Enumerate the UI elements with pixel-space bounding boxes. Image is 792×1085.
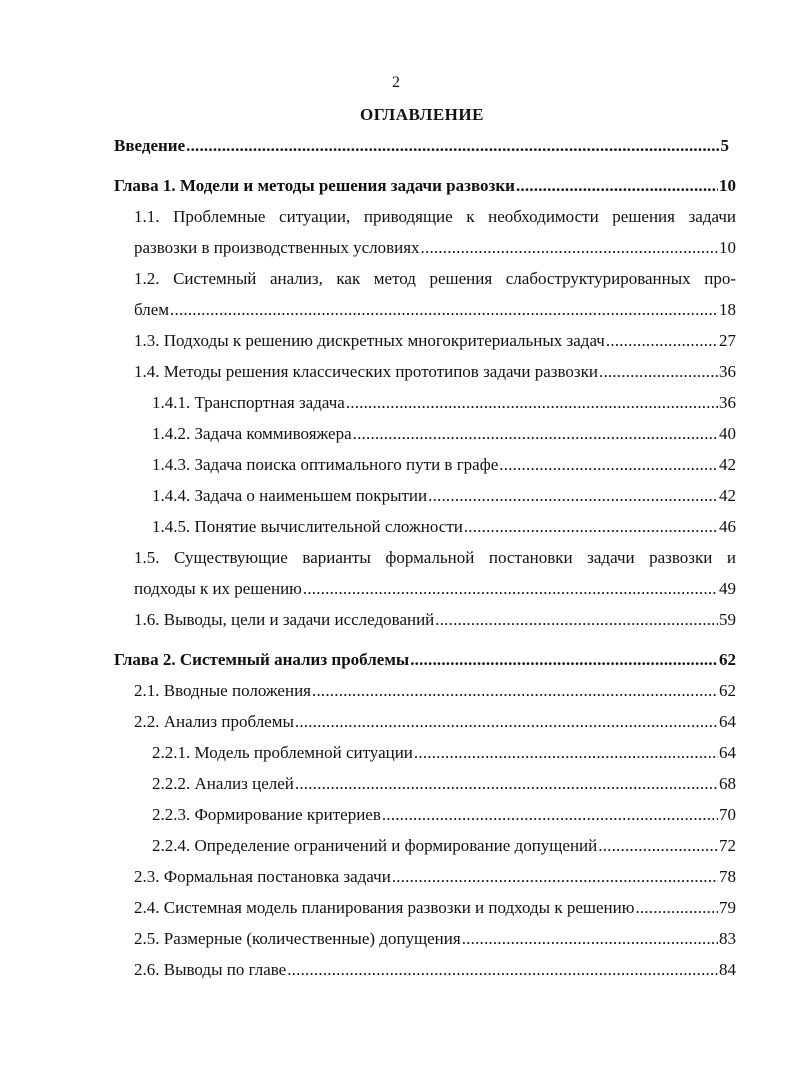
toc-page-number: 70 <box>719 805 736 824</box>
toc-entry-label: Глава 2. Системный анализ проблемы <box>114 650 410 669</box>
toc-entry-2-2-4[interactable] <box>152 835 736 857</box>
toc-entry-label: 2.4. Системная модель планирования развозки и подходы к решению <box>134 898 635 917</box>
toc-entry-1-4-4[interactable] <box>152 485 736 507</box>
toc-page-number: 83 <box>719 929 736 948</box>
toc-entry-2-6[interactable] <box>134 959 736 981</box>
toc-page-number: 49 <box>719 579 736 598</box>
toc-entry-1-4-1[interactable] <box>152 392 736 414</box>
toc-entry-2-4[interactable] <box>134 897 736 919</box>
toc-entry-label: 1.4.4. Задача о наименьшем покрытии <box>152 486 428 505</box>
toc-entry-label: Введение <box>114 136 186 155</box>
toc-entry-chapter-1[interactable] <box>114 175 736 197</box>
toc-entry-intro[interactable] <box>114 135 729 157</box>
toc-entry-label: 2.2.4. Определение ограничений и формирование допущений <box>152 836 598 855</box>
toc-page-number: 42 <box>719 486 736 505</box>
toc-entry-1-6[interactable] <box>134 609 736 631</box>
toc-page-number: 5 <box>720 136 729 155</box>
toc-entry-2-2-1[interactable] <box>152 742 736 764</box>
toc-page-number: 68 <box>719 774 736 793</box>
toc-page-number: 42 <box>719 455 736 474</box>
toc-entry-label: 2.2. Анализ проблемы <box>134 712 294 731</box>
page-number: 2 <box>392 74 400 91</box>
toc-entry-1-4-2[interactable] <box>152 423 736 445</box>
toc-entry-label: 2.2.2. Анализ целей <box>152 774 294 793</box>
toc-entry-chapter-2[interactable] <box>114 649 736 671</box>
toc-entry-2-2[interactable] <box>134 711 736 733</box>
toc-page-number: 18 <box>719 300 736 319</box>
toc-entry-label: 1.1. Проблемные ситуации, приводящие к необходимости решения задачи <box>134 207 736 226</box>
toc-entry-label: 1.6. Выводы, цели и задачи исследований <box>134 610 435 629</box>
toc-page-number: 59 <box>719 610 736 629</box>
toc-entry-1-3[interactable] <box>134 330 736 352</box>
toc-page-number: 62 <box>719 681 736 700</box>
toc-page-number: 84 <box>719 960 736 979</box>
toc-entry-1-4-5[interactable] <box>152 516 736 538</box>
toc-entry-label: 1.4.2. Задача коммивояжера <box>152 424 352 443</box>
toc-entry-2-2-3[interactable] <box>152 804 736 826</box>
toc-entry-2-3[interactable] <box>134 866 736 888</box>
toc-entry-label: 1.2. Системный анализ, как метод решения слабоструктурированных про- <box>134 269 736 288</box>
toc-entry-1-4-3[interactable] <box>152 454 736 476</box>
toc-entry-label-cont: подходы к их решению <box>134 579 302 598</box>
toc-entry-label: 1.3. Подходы к решению дискретных многокритериальных задач <box>134 331 605 350</box>
toc-entry-2-5[interactable] <box>134 928 736 950</box>
toc-entry-label: 1.4.1. Транспортная задача <box>152 393 345 412</box>
toc-entry-2-2-2[interactable] <box>152 773 736 795</box>
toc-page-number: 10 <box>719 238 736 257</box>
toc-page-number: 64 <box>719 712 736 731</box>
toc-page-number: 79 <box>719 898 736 917</box>
toc-entry-2-1[interactable] <box>134 680 736 702</box>
toc-page-number: 27 <box>719 331 736 350</box>
toc-entry-label: 2.6. Выводы по главе <box>134 960 287 979</box>
toc-page-number: 46 <box>719 517 736 536</box>
toc-page-number: 62 <box>719 650 736 669</box>
toc-page-number: 10 <box>719 176 736 195</box>
toc-entry-label-cont: развозки в производственных условиях <box>134 238 420 257</box>
toc-entry-1-4[interactable] <box>134 361 736 383</box>
toc-page-number: 78 <box>719 867 736 886</box>
toc-entry-label: 2.2.1. Модель проблемной ситуации <box>152 743 413 762</box>
toc-page-number: 36 <box>719 362 736 381</box>
toc-page-number: 36 <box>719 393 736 412</box>
toc-entry-label: 2.5. Размерные (количественные) допущения <box>134 929 461 948</box>
toc-page-number: 40 <box>719 424 736 443</box>
toc-entry-label: Глава 1. Модели и методы решения задачи развозки <box>114 176 515 195</box>
toc-entry-label: 2.1. Вводные положения <box>134 681 311 700</box>
toc-entry-label-cont: блем <box>134 300 170 319</box>
toc-entry-label: 2.3. Формальная постановка задачи <box>134 867 391 886</box>
toc-entry-label: 2.2.3. Формирование критериев <box>152 805 381 824</box>
toc-page-number: 72 <box>719 836 736 855</box>
toc-entry-label: 1.5. Существующие варианты формальной постановки задачи развозки и <box>134 548 736 567</box>
page-title: ОГЛАВЛЕНИЕ <box>360 105 484 124</box>
toc-page-number: 64 <box>719 743 736 762</box>
toc-entry-label: 1.4. Методы решения классических прототипов задачи развозки <box>134 362 598 381</box>
toc-entry-label: 1.4.5. Понятие вычислительной сложности <box>152 517 463 536</box>
toc-entry-label: 1.4.3. Задача поиска оптимального пути в графе <box>152 455 499 474</box>
